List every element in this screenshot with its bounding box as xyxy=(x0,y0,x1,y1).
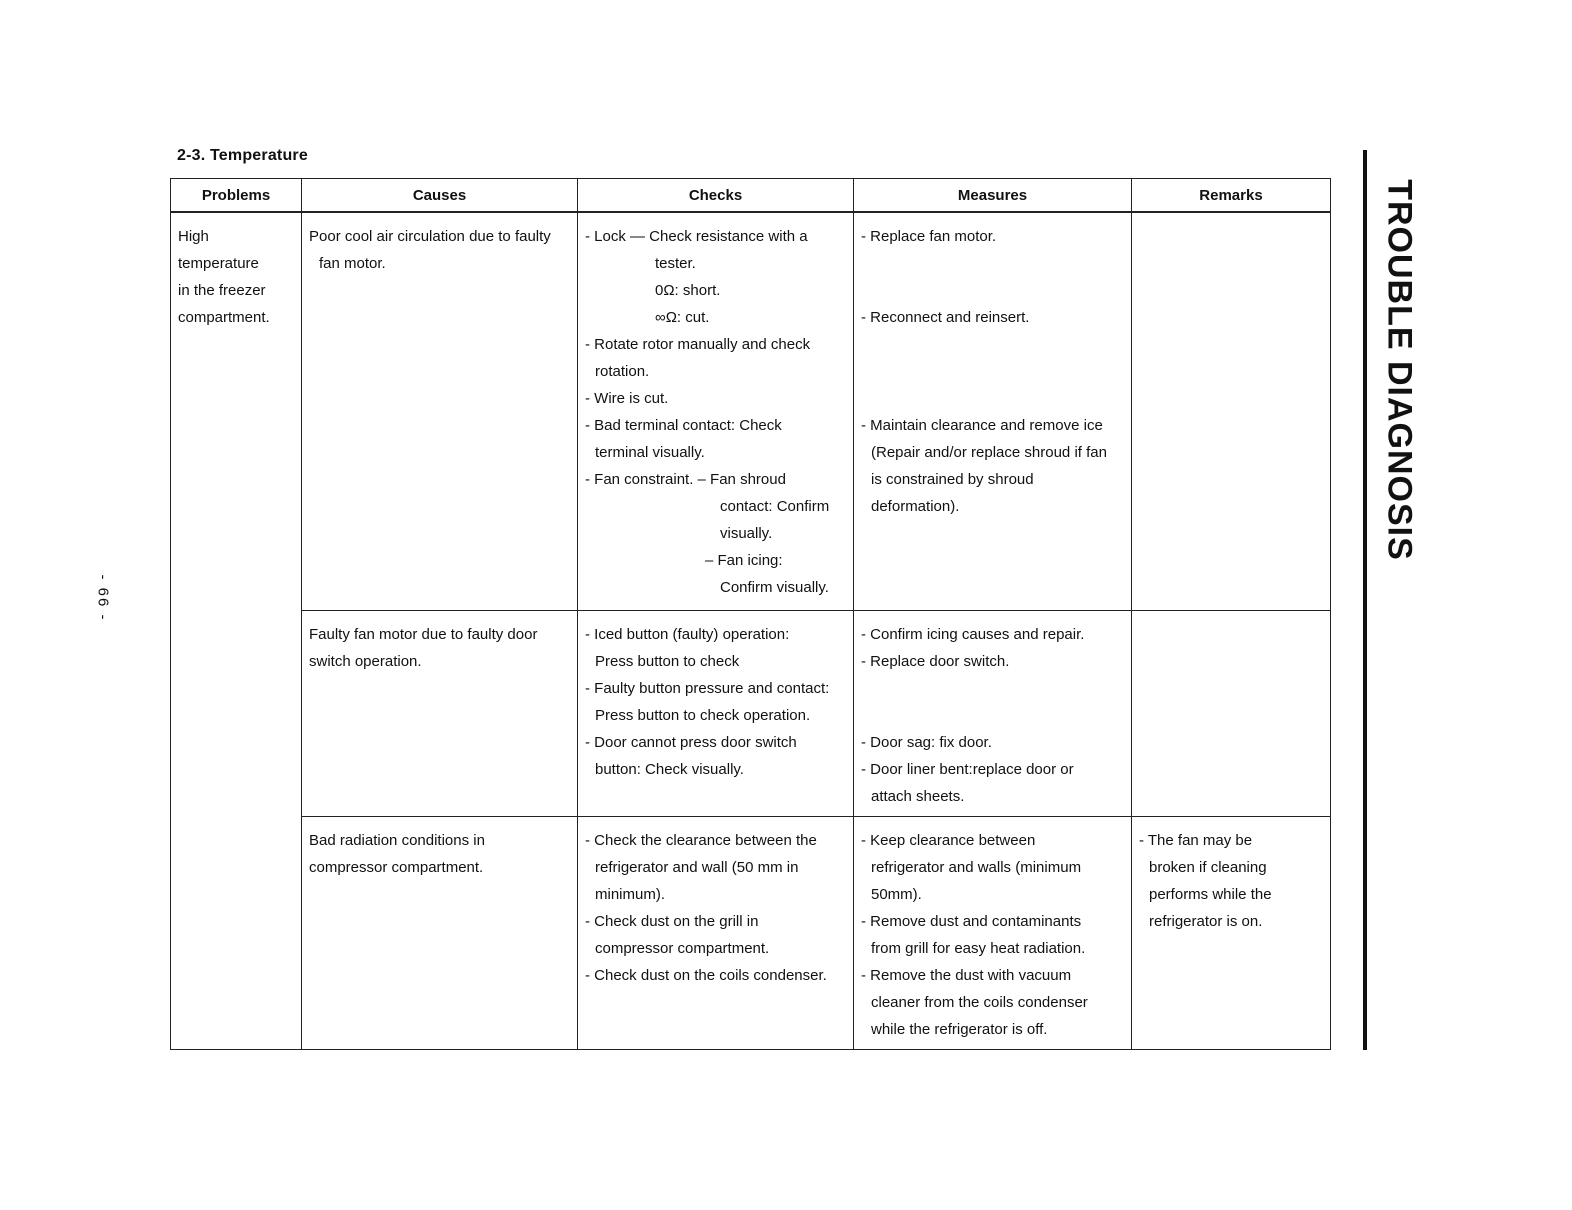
check-line: button: Check visually. xyxy=(595,760,744,778)
check-line: Press button to check xyxy=(595,652,740,670)
table-row xyxy=(171,610,1331,816)
measure-line: - Replace door switch. xyxy=(861,652,1010,670)
problem-line: in the freezer xyxy=(178,282,266,299)
measure-line: - Remove the dust with vacuum xyxy=(861,966,1072,984)
measure-line: 50mm). xyxy=(871,885,922,903)
remark-line: refrigerator is on. xyxy=(1149,912,1263,930)
check-line: - Check dust on the coils condenser. xyxy=(585,966,827,984)
measure-line: from grill for easy heat radiation. xyxy=(871,939,1086,957)
check-line: - Bad terminal contact: Check xyxy=(585,417,782,434)
cause-line: fan motor. xyxy=(319,255,386,272)
check-line: tester. xyxy=(655,255,696,272)
table-row xyxy=(171,212,1331,610)
problem-line: temperature xyxy=(178,255,259,272)
problem-line: High xyxy=(178,228,209,245)
remark-line: performs while the xyxy=(1149,885,1272,903)
check-line: – Fan icing: xyxy=(705,552,783,569)
page-number: - 66 - xyxy=(94,574,112,622)
check-line: Confirm visually. xyxy=(720,579,829,596)
cause-line: compressor compartment. xyxy=(309,858,484,876)
section-title: 2-3. Temperature xyxy=(177,147,308,164)
measure-line: deformation). xyxy=(871,498,960,515)
check-line: ∞Ω: cut. xyxy=(655,309,710,326)
measure-line: - Replace fan motor. xyxy=(861,228,997,245)
cause-line: Poor cool air circulation due to faulty xyxy=(309,228,551,245)
checks-cell xyxy=(578,212,854,610)
header-measures: Measures xyxy=(854,179,1132,213)
table-row xyxy=(171,816,1331,1049)
table-header-row xyxy=(171,179,1331,213)
spacer xyxy=(861,675,1125,729)
cause-cell xyxy=(302,212,578,610)
header-checks: Checks xyxy=(578,179,854,213)
measure-line: - Reconnect and reinsert. xyxy=(861,309,1030,326)
temperature-diagnosis-table xyxy=(170,178,1331,1050)
measure-line: - Confirm icing causes and repair. xyxy=(861,625,1085,643)
problem-cell xyxy=(171,212,302,1049)
measures-cell xyxy=(854,212,1132,610)
check-line: - Door cannot press door switch xyxy=(585,733,797,751)
check-line: - Fan constraint. – Fan shroud xyxy=(585,471,786,488)
cause-cell xyxy=(302,610,578,816)
check-line: refrigerator and wall (50 mm in xyxy=(595,858,799,876)
measure-line: refrigerator and walls (minimum xyxy=(871,858,1082,876)
measure-line: (Repair and/or replace shroud if fan xyxy=(871,444,1107,461)
check-line: - Lock — Check resistance with a xyxy=(585,228,808,245)
remark-line: broken if cleaning xyxy=(1149,858,1267,876)
check-line: terminal visually. xyxy=(595,444,705,461)
measure-line: - Maintain clearance and remove ice xyxy=(861,417,1103,434)
measure-line: while the refrigerator is off. xyxy=(871,1020,1048,1038)
check-line: minimum). xyxy=(595,885,665,903)
checks-cell xyxy=(578,816,854,1049)
cause-cell xyxy=(302,816,578,1049)
measure-line: cleaner from the coils condenser xyxy=(871,993,1088,1011)
problem-line: compartment. xyxy=(178,309,270,326)
remarks-cell xyxy=(1132,816,1331,1049)
check-line: - Check dust on the grill in xyxy=(585,912,759,930)
spacer xyxy=(861,331,1125,385)
check-line: - Check the clearance between the xyxy=(585,831,817,849)
measure-line: - Door sag: fix door. xyxy=(861,733,992,751)
cause-line: Bad radiation conditions in xyxy=(309,831,485,849)
remarks-cell xyxy=(1132,212,1331,610)
spacer xyxy=(861,250,1125,304)
measure-line: - Remove dust and contaminants xyxy=(861,912,1082,930)
measure-line: - Door liner bent:replace door or xyxy=(861,760,1074,778)
side-divider-bar xyxy=(1363,150,1367,1050)
header-remarks: Remarks xyxy=(1132,179,1331,213)
check-line: - Rotate rotor manually and check xyxy=(585,336,811,353)
check-line: - Wire is cut. xyxy=(585,390,669,407)
check-line: contact: Confirm xyxy=(720,498,830,515)
check-line: 0Ω: short. xyxy=(655,282,721,299)
header-causes: Causes xyxy=(302,179,578,213)
measures-cell xyxy=(854,816,1132,1049)
check-line: - Faulty button pressure and contact: xyxy=(585,679,830,697)
check-line: - Iced button (faulty) operation: xyxy=(585,625,790,643)
cause-line: Faulty fan motor due to faulty door xyxy=(309,625,538,643)
measure-line: is constrained by shroud xyxy=(871,471,1034,488)
remarks-cell xyxy=(1132,610,1331,816)
side-title: TROUBLE DIAGNOSIS xyxy=(1380,179,1419,561)
check-line: visually. xyxy=(720,525,773,542)
measures-cell xyxy=(854,610,1132,816)
check-line: Press button to check operation. xyxy=(595,706,811,724)
check-line: rotation. xyxy=(595,363,650,380)
measure-line: - Keep clearance between xyxy=(861,831,1036,849)
checks-cell xyxy=(578,610,854,816)
measure-line: attach sheets. xyxy=(871,787,965,805)
remark-line: - The fan may be xyxy=(1139,831,1253,849)
check-line: compressor compartment. xyxy=(595,939,770,957)
header-problems: Problems xyxy=(171,179,302,213)
cause-line: switch operation. xyxy=(309,652,422,670)
